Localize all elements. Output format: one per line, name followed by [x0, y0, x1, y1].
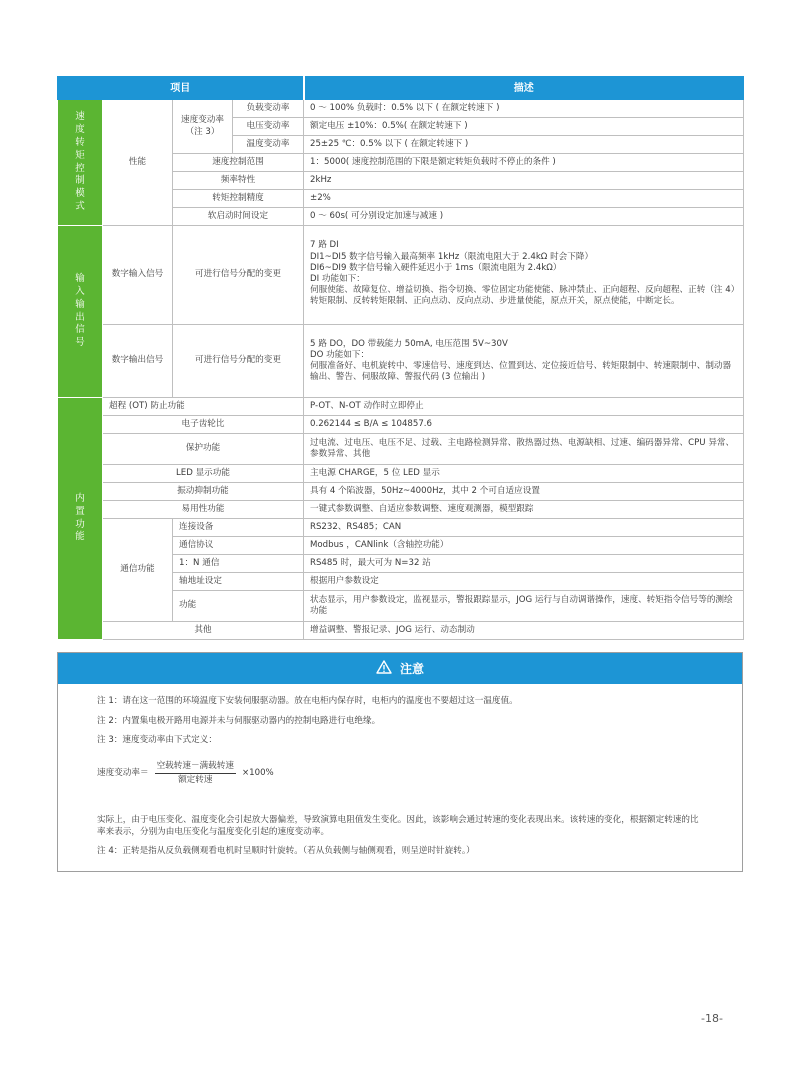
- table-row: [58, 100, 744, 118]
- note-1: 注 1：请在这一范围的环境温度下安装伺服驱动器。放在电柜内保存时，电柜内的温度也不要超过这一温度值。: [97, 696, 518, 706]
- row-name: 1：N 通信: [173, 555, 304, 573]
- warning-icon: [376, 660, 392, 677]
- row-value: 0 ～ 60s( 可分别设定加速与减速 ): [304, 208, 744, 226]
- formula-numerator: 空载转速－满载转速: [155, 761, 236, 775]
- row-value: Modbus ，CANlink（含轴控功能）: [304, 537, 744, 555]
- row-value: 状态显示，用户参数设定，监视显示，警报跟踪显示，JOG 运行与自动调谐操作，速度、转矩指令信号等的测绘功能: [304, 591, 744, 622]
- category-builtin: 内置功能: [58, 398, 103, 640]
- notice-body: [58, 684, 742, 858]
- row-name: LED 显示功能: [103, 465, 304, 483]
- row-value: 根据用户参数设定: [304, 573, 744, 591]
- row-name: 保护功能: [103, 434, 304, 465]
- formula-label: 速度变动率＝: [97, 768, 149, 779]
- spec-table: [57, 76, 744, 640]
- category-speed-torque: 速度转矩控制模式: [58, 100, 103, 226]
- speed-fluctuation-label: 速度变动率 （注 3）: [173, 100, 233, 154]
- note-2: 注 2：内置集电极开路用电源并未与伺服驱动器内的控制电路进行电绝缘。: [97, 715, 381, 726]
- row-value: 一键式参数调整、自适应参数调整、速度观测器，模型跟踪: [304, 501, 744, 519]
- row-name: 电压变动率: [233, 118, 304, 136]
- table-row: [58, 465, 744, 483]
- table-row: [58, 416, 744, 434]
- row-name: 易用性功能: [103, 501, 304, 519]
- table-row: [58, 325, 744, 398]
- row-name: 速度控制范围: [173, 154, 304, 172]
- row-value: P-OT、N-OT 动作时立即停止: [304, 398, 744, 416]
- row-name: 轴地址设定: [173, 573, 304, 591]
- table-row: [58, 398, 744, 416]
- row-name: 温度变动率: [233, 136, 304, 154]
- notice-header: [58, 653, 742, 684]
- row-name: 连接设备: [173, 519, 304, 537]
- table-row: [58, 519, 744, 537]
- speed-fluctuation-formula: [97, 761, 702, 787]
- comm-label: 通信功能: [103, 519, 173, 622]
- do-label: 数字输出信号: [103, 325, 173, 398]
- notice-box: [57, 652, 743, 872]
- table-row: [58, 483, 744, 501]
- notice-title: 注意: [399, 662, 424, 676]
- row-value: 25±25 ℃：0.5% 以下 ( 在额定转速下 ): [304, 136, 744, 154]
- row-name: 超程 (OT) 防止功能: [103, 398, 304, 416]
- row-name: 软启动时间设定: [173, 208, 304, 226]
- row-value: 过电流、过电压、电压不足、过载、主电路检测异常、散热器过热、电源缺相、过速、编码器异常、CPU 异常、参数异常、其他: [304, 434, 744, 465]
- row-value: 额定电压 ±10%：0.5%( 在额定转速下 ): [304, 118, 744, 136]
- table-row: [58, 501, 744, 519]
- page-number: -18-: [701, 1012, 723, 1025]
- formula-factor: ×100%: [241, 768, 274, 779]
- header-desc: 描述: [304, 77, 744, 100]
- header-item: 项目: [58, 77, 304, 100]
- row-name: 转矩控制精度: [173, 190, 304, 208]
- table-row: [58, 226, 744, 325]
- row-value: 2kHz: [304, 172, 744, 190]
- do-description: 5 路 DO，DO 带载能力 50mA, 电压范围 5V~30V DO 功能如下： 伺服准备好、电机旋转中、零速信号、速度到达、位置到达、定位接近信号、转矩限制中、转速限制中、制动器输出、警告、伺服故障、警报代码 (3 位输出 ): [304, 325, 744, 398]
- note-paragraph: 实际上，由于电压变化、温度变化会引起放大器偏差，导致演算电阻值发生变化。因此，该影响会通过转速的变化表现出来。该转速的变化，根据额定转速的比率来表示，分别为由电压变化与温度变化引起的速度变动率。: [97, 814, 699, 837]
- row-value: 0.262144 ≤ B/A ≤ 104857.6: [304, 416, 744, 434]
- row-name: 频率特性: [173, 172, 304, 190]
- row-value: RS232、RS485；CAN: [304, 519, 744, 537]
- row-name: 振动抑制功能: [103, 483, 304, 501]
- row-name: 功能: [173, 591, 304, 622]
- note-3: 注 3：速度变动率由下式定义：: [97, 735, 217, 746]
- row-name: 通信协议: [173, 537, 304, 555]
- formula-fraction: [155, 761, 236, 787]
- table-row: [58, 434, 744, 465]
- category-io: 输入输出信号: [58, 226, 103, 398]
- row-name: 电子齿轮比: [103, 416, 304, 434]
- performance-label: 性能: [103, 100, 173, 226]
- di-description: 7 路 DI DI1~DI5 数字信号输入最高频率 1kHz（限流电阻大于 2.4kΩ 时会下降） DI6~DI9 数字信号输入硬件延迟小于 1ms（限流电阻为 2.4kΩ） DI 功能如下： 伺服使能、故障复位、增益切换、指令切换、零位固定功能使能、脉冲禁止、正向超程、反向超程、正转（注 4）转矩限制、反转转矩限制、正向点动、反向点动、步进量使能，原点开关，原点使能，中断定长。: [304, 226, 744, 325]
- row-value: ±2%: [304, 190, 744, 208]
- row-value: 主电源 CHARGE，5 位 LED 显示: [304, 465, 744, 483]
- note-4: 注 4：正转是指从反负载侧观看电机时呈顺时针旋转。（若从负载侧与轴侧观看，则呈逆时针旋转。）: [97, 846, 475, 857]
- row-name: 负载变动率: [233, 100, 304, 118]
- table-header-row: [58, 77, 744, 100]
- table-row: [58, 622, 744, 640]
- row-value: 增益调整、警报记录、JOG 运行、动态制动: [304, 622, 744, 640]
- row-value: RS485 时，最大可为 N=32 站: [304, 555, 744, 573]
- do-assign: 可进行信号分配的变更: [173, 325, 304, 398]
- di-assign: 可进行信号分配的变更: [173, 226, 304, 325]
- row-name: 其他: [103, 622, 304, 640]
- formula-denominator: 额定转速: [178, 775, 213, 786]
- row-value: 1：5000( 速度控制范围的下限是额定转矩负载时不停止的条件 ): [304, 154, 744, 172]
- row-value: 0 ～ 100% 负载时：0.5% 以下 ( 在额定转速下 ): [304, 100, 744, 118]
- di-label: 数字输入信号: [103, 226, 173, 325]
- row-value: 具有 4 个陷波器，50Hz~4000Hz，其中 2 个可自适应设置: [304, 483, 744, 501]
